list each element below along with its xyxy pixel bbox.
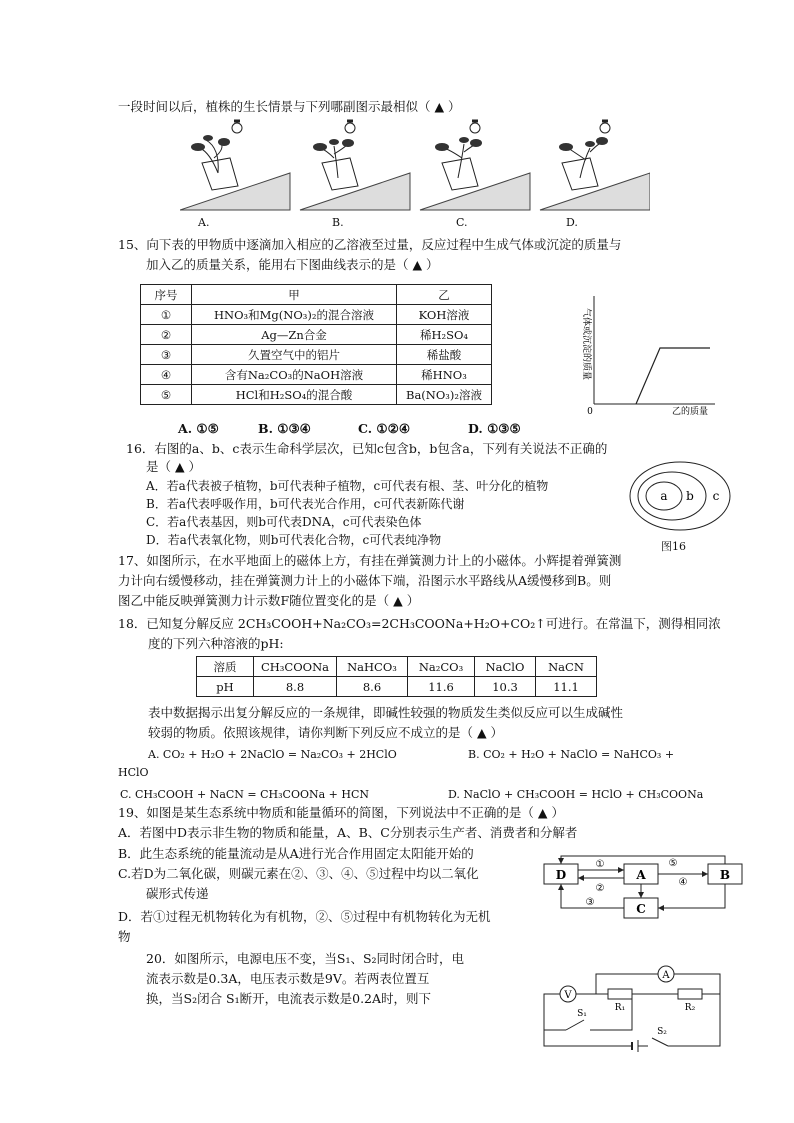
- cell: 稀盐酸: [397, 345, 492, 365]
- q18-line-2: 度的下列六种溶液的pH:: [148, 636, 284, 651]
- q18-header: NaCN: [536, 657, 597, 677]
- q20-line-1: 20．如图所示，电源电压不变，当S₁、S₂同时闭合时，电: [146, 951, 465, 966]
- cell: ⑤: [141, 385, 192, 405]
- cell: KOH溶液: [397, 305, 492, 325]
- q19-option-d-1: D．若①过程无机物转化为有机物，②、⑤过程中有机物转化为无机: [118, 909, 491, 924]
- q18-option-b: B. CO₂ + H₂O + NaClO = NaHCO₃ +: [468, 748, 675, 761]
- cell: ③: [141, 345, 192, 365]
- q17-line-2: 力计向右缓慢移动，挂在弹簧测力计上的小磁体下端，沿图示水平路线从A缓慢移到B。则: [118, 573, 612, 588]
- table-row: [141, 305, 492, 325]
- table-row: [141, 365, 492, 385]
- q16-option-c: C．若a代表基因，则b可代表DNA，c可代表染色体: [146, 515, 422, 529]
- node-d: D: [555, 868, 567, 882]
- r1-label: R₁: [614, 1003, 626, 1013]
- q20-line-2: 流表示数是0.3A，电压表示数是9V。若两表位置互: [146, 971, 430, 986]
- q18-header: NaHCO₃: [337, 657, 408, 677]
- node-a: A: [636, 868, 646, 882]
- arrow-5: ⑤: [668, 858, 678, 869]
- q16-stem-2: 是（ ▲ ）: [146, 459, 202, 474]
- q15-header: 序号: [141, 285, 192, 305]
- q16-option-d: D．若a代表氧化物，则b可代表化合物，c可代表纯净物: [146, 533, 442, 547]
- table-row: [141, 325, 492, 345]
- q17-line-1: 17、如图所示，在水平地面上的磁体上方，有挂在弹簧测力计上的小磁体。小辉提着弹簧测: [118, 553, 622, 568]
- cell: 10.3: [475, 677, 536, 697]
- plant-figures: [180, 118, 650, 218]
- arrow-2: ②: [595, 883, 605, 894]
- q18-header: 溶质: [197, 657, 254, 677]
- q15-option-d: D. ①③⑤: [468, 421, 521, 436]
- q15-header: 甲: [192, 285, 397, 305]
- q15-graph-ylabel: 气体或沉淀的质量: [581, 308, 591, 381]
- plant-figure-a: [180, 121, 290, 210]
- plant-figure-b: [300, 121, 410, 210]
- cell: HNO₃和Mg(NO₃)₂的混合溶液: [192, 305, 397, 325]
- q19-stem: 19、如图是某生态系统中物质和能量循环的简图，下列说法中不正确的是（ ▲ ）: [118, 805, 564, 820]
- cell: 含有Na₂CO₃的NaOH溶液: [192, 365, 397, 385]
- q18-option-b-cont: HClO: [118, 766, 149, 779]
- node-b: B: [719, 868, 731, 882]
- ammeter-label: A: [662, 970, 670, 981]
- s1-label: S₁: [577, 1009, 587, 1019]
- voltmeter-label: V: [564, 990, 572, 1001]
- q19-option-b: B．此生态系统的能量流动是从A进行光合作用固定太阳能开始的: [118, 846, 474, 861]
- venn-label-c: c: [712, 489, 720, 503]
- q17-line-3: 图乙中能反映弹簧测力计示数F随位置变化的是（ ▲ ）: [118, 593, 420, 608]
- table-row: [141, 345, 492, 365]
- node-c: C: [636, 902, 646, 916]
- q18-header: Na₂CO₃: [408, 657, 475, 677]
- plant-figure-d: [540, 121, 650, 210]
- venn-label-a: a: [660, 489, 668, 503]
- q18-line-4: 较弱的物质。依照该规律，请你判断下列反应不成立的是（ ▲ ）: [148, 725, 504, 740]
- q18-header: CH₃COONa: [254, 657, 337, 677]
- q19-cycle-diagram: [538, 852, 748, 924]
- q20-circuit-diagram: [538, 962, 728, 1058]
- cell: ①: [141, 305, 192, 325]
- q14-stem: 一段时间以后，植株的生长情景与下列哪副图示最相似（ ▲ ）: [118, 99, 461, 114]
- cell: 稀H₂SO₄: [397, 325, 492, 345]
- q14-option-b: B.: [332, 216, 344, 229]
- q20-line-3: 换，当S₂闭合 S₁断开，电流表示数是0.2A时，则下: [146, 991, 432, 1006]
- q16-caption: 图16: [661, 540, 686, 553]
- q15-stem-1: 15、向下表的甲物质中逐滴加入相应的乙溶液至过量，反应过程中生成气体或沉淀的质量与: [118, 237, 622, 252]
- table-row: [197, 677, 597, 697]
- q15-option-a: A. ①⑤: [178, 421, 219, 436]
- q15-table: [140, 284, 492, 405]
- q14-option-c: C.: [456, 216, 468, 229]
- q19-option-d-2: 物: [118, 929, 131, 944]
- plant-figure-c: [420, 121, 530, 210]
- q19-option-a: A．若图中D表示非生物的物质和能量，A、B、C分别表示生产者、消费者和分解者: [118, 825, 578, 840]
- q19-option-c-2: 碳形式传递: [146, 886, 209, 901]
- arrow-3: ③: [585, 897, 595, 908]
- cell: HCl和H₂SO₄的混合酸: [192, 385, 397, 405]
- q18-ph-table: [196, 656, 597, 697]
- q14-option-d: D.: [566, 216, 578, 229]
- q18-line-3: 表中数据揭示出复分解反应的一条规律，即碱性较强的物质发生类似反应可以生成碱性: [148, 705, 624, 720]
- q15-option-b: B. ①③④: [258, 421, 311, 436]
- q18-option-c: C. CH₃COOH + NaCN = CH₃COONa + HCN: [120, 788, 370, 801]
- cell: 8.8: [254, 677, 337, 697]
- venn-label-b: b: [686, 489, 694, 503]
- cell: 11.6: [408, 677, 475, 697]
- cell: 8.6: [337, 677, 408, 697]
- cell: Ba(NO₃)₂溶液: [397, 385, 492, 405]
- q15-stem-2: 加入乙的质量关系，能用右下图曲线表示的是（ ▲ ）: [146, 257, 439, 272]
- q18-option-d: D. NaClO + CH₃COOH = HClO + CH₃COONa: [448, 788, 704, 801]
- table-row: [141, 385, 492, 405]
- arrow-4: ④: [678, 877, 688, 888]
- q15-header: 乙: [397, 285, 492, 305]
- q16-option-b: B．若a代表呼吸作用，b可代表光合作用，c可代表新陈代谢: [146, 497, 465, 511]
- cell: ②: [141, 325, 192, 345]
- q15-graph-origin: 0: [587, 407, 593, 417]
- q16-option-a: A．若a代表被子植物，b可代表种子植物，c可代表有根、茎、叶分化的植物: [146, 479, 549, 493]
- r2-label: R₂: [684, 1003, 696, 1013]
- q15-option-c: C. ①②④: [358, 421, 411, 436]
- q15-graph: [570, 290, 720, 420]
- q18-line-1: 18．已知复分解反应 2CH₃COOH+Na₂CO₃=2CH₃COONa+H₂O+CO₂↑可进行。在常温下，测得相同浓: [118, 616, 721, 631]
- s2-label: S₂: [657, 1027, 667, 1037]
- q15-graph-xlabel: 乙的质量: [671, 407, 709, 417]
- cell: Ag—Zn合金: [192, 325, 397, 345]
- cell: 稀HNO₃: [397, 365, 492, 385]
- arrow-1: ①: [595, 859, 605, 870]
- q16-stem-1: 16．右图的a、b、c表示生命科学层次，已知c包含b，b包含a，下列有关说法不正确的: [126, 441, 608, 456]
- cell: ④: [141, 365, 192, 385]
- q16-venn-diagram: [628, 460, 733, 538]
- cell: 11.1: [536, 677, 597, 697]
- q18-option-a: A. CO₂ + H₂O + 2NaClO = Na₂CO₃ + 2HClO: [148, 748, 397, 761]
- q19-option-c-1: C.若D为二氧化碳，则碳元素在②、③、④、⑤过程中均以二氧化: [118, 866, 479, 881]
- cell: pH: [197, 677, 254, 697]
- q18-header: NaClO: [475, 657, 536, 677]
- cell: 久置空气中的铝片: [192, 345, 397, 365]
- q14-option-a: A.: [198, 216, 210, 229]
